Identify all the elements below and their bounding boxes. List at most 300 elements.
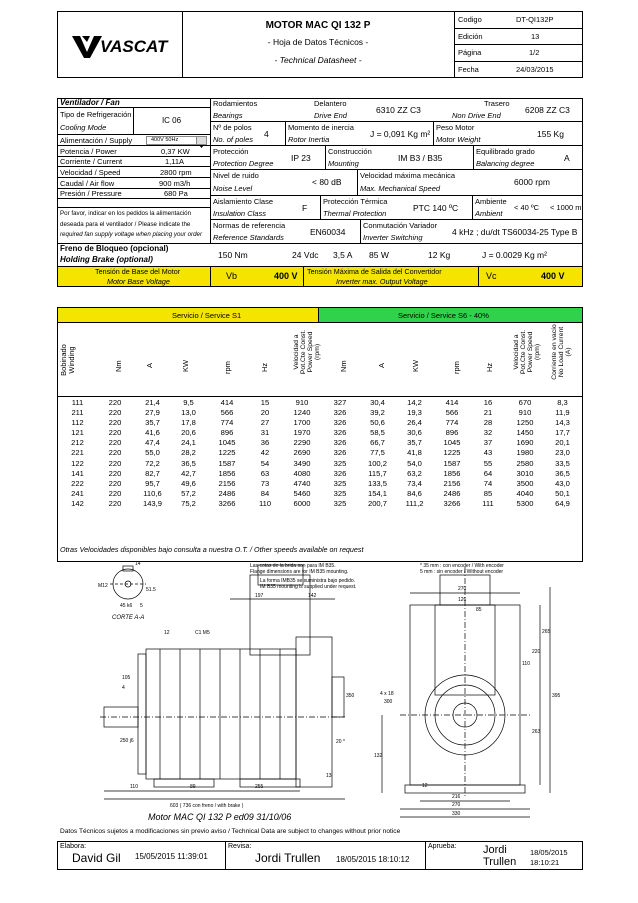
table-cell: 222 <box>71 478 84 488</box>
table-cell: 15 <box>260 398 270 407</box>
fan-note-1: Por favor, indicar en los pedidos la alimentación <box>60 210 192 217</box>
ambient-label-en: Ambient <box>475 209 503 218</box>
encoder-note-2: 5 mm : sin encoder / Without encoder <box>420 569 504 575</box>
base-voltage-label-en: Motor Base Voltage <box>107 277 170 286</box>
table-cell: 2486 <box>443 488 461 498</box>
table-cell: 82,7 <box>145 468 160 478</box>
table-cell: 33,5 <box>555 458 570 468</box>
table-cell: 30,6 <box>407 428 422 438</box>
table-cell: 110 <box>258 498 272 508</box>
performance-table <box>60 398 580 509</box>
disclaimer: Datos Técnicos sujetos a modificaciones sin previo aviso / Technical Data are subject to changes without prior notice <box>60 828 401 835</box>
table-cell: 2156 <box>443 478 461 488</box>
table-cell: 154,1 <box>367 488 387 498</box>
dim-330: 330 <box>452 811 461 817</box>
reviewed-name: Jordi Trullen <box>255 851 321 865</box>
table-cell: 326 <box>333 428 347 438</box>
table-cell: 8,3 <box>557 398 568 407</box>
col-s1-hz: Hz <box>260 362 269 372</box>
table-cell: 326 <box>333 438 347 448</box>
table-row <box>60 448 580 458</box>
table-cell: 20,1 <box>555 438 570 448</box>
noise-label: Nivel de ruido <box>213 171 259 180</box>
vascat-logo <box>70 30 180 60</box>
dim-263: 263 <box>532 729 541 735</box>
fan-speed-value: 2800 rpm <box>160 168 192 177</box>
rear-bearing-label: Trasero <box>484 99 510 108</box>
table-cell: 1450 <box>516 428 534 438</box>
dim-4: 4 <box>122 685 125 691</box>
table-cell: 115,7 <box>368 468 387 478</box>
table-cell: 47,4 <box>145 438 160 448</box>
table-cell: 896 <box>445 428 459 438</box>
protection-value: IP 23 <box>291 153 311 163</box>
table-cell: 910 <box>518 408 532 418</box>
table-cell: 774 <box>220 418 234 428</box>
table-cell: 2690 <box>293 448 311 458</box>
col-s1-a: A <box>145 362 154 368</box>
table-cell: 220 <box>108 458 122 468</box>
approved-date-1: 18/05/2015 <box>530 848 568 857</box>
dim-250j6: 250 j6 <box>120 738 134 744</box>
table-cell: 1970 <box>293 428 311 438</box>
brake-voltage: 24 Vdc <box>292 250 319 260</box>
table-cell: 1250 <box>516 418 534 428</box>
poles-label: Nº de polos <box>213 123 252 132</box>
table-cell: 325 <box>333 488 347 498</box>
dim-110: 110 <box>130 784 138 790</box>
table-cell: 27 <box>260 418 270 428</box>
table-cell: 220 <box>108 418 122 428</box>
table-cell: 211 <box>71 408 84 418</box>
dim-12: 12 <box>164 630 170 636</box>
standards-label: Normas de referencia <box>213 221 286 230</box>
table-cell: 112 <box>71 418 84 428</box>
reviewed-label: Revisa: <box>228 843 252 850</box>
fan-current-value: 1,11A <box>165 157 185 166</box>
table-cell: 11,9 <box>555 408 570 418</box>
table-cell: 54,0 <box>407 458 422 468</box>
protection-label: Protección <box>213 147 249 156</box>
dim-300: 300 <box>384 699 393 705</box>
table-cell: 220 <box>108 498 122 508</box>
table-cell: 23,0 <box>555 448 570 458</box>
table-cell: 110,6 <box>143 488 162 498</box>
table-cell: 41,8 <box>407 448 422 458</box>
b35-note-2: IM B35 mounting is supplied under request. <box>260 584 357 590</box>
table-row <box>60 489 580 499</box>
fan-supply-value: 400V 50Hz <box>151 137 179 143</box>
table-cell: 1225 <box>218 448 236 458</box>
table-cell: 31 <box>260 428 270 438</box>
table-cell: 14,2 <box>407 398 422 407</box>
table-cell: 72,2 <box>145 458 160 468</box>
table-cell: 21 <box>483 408 493 418</box>
motor-technical-drawing <box>100 557 600 827</box>
col-noload-current: Corriente en vacío No Load Current (A) <box>551 324 573 380</box>
table-cell: 566 <box>445 408 459 418</box>
table-cell: 1240 <box>293 408 311 418</box>
front-bearing-value: 6310 ZZ C3 <box>376 105 421 115</box>
approved-name-2: Trullen <box>483 856 517 868</box>
bearings-label-en: Bearings <box>213 111 243 120</box>
table-row <box>60 438 580 448</box>
meta-label-date: Fecha <box>458 65 479 74</box>
table-cell: 2156 <box>218 478 236 488</box>
table-cell: 327 <box>333 398 347 407</box>
table-row <box>60 408 580 418</box>
table-cell: 50,6 <box>370 418 385 428</box>
max-voltage-label: Tensión Máxima de Salida del Convertidor <box>307 267 442 276</box>
dim-12-end: 12 <box>422 783 428 789</box>
table-cell: 95,7 <box>145 478 160 488</box>
table-cell: 220 <box>108 438 122 448</box>
table-cell: 414 <box>220 398 234 407</box>
ambient-alt-value: < 1000 m <box>550 203 582 212</box>
fan-speed-label: Velocidad / Speed <box>60 168 121 177</box>
reviewed-date: 18/05/2015 18:10:12 <box>336 855 410 864</box>
col-s6-rpm: rpm <box>452 361 461 374</box>
table-cell: 1856 <box>218 468 236 478</box>
max-voltage-value: 400 V <box>541 271 565 281</box>
brake-label: Freno de Bloqueo (opcional) <box>60 244 169 253</box>
switching-label: Conmutación Variador <box>363 221 438 230</box>
table-cell: 1690 <box>516 438 534 448</box>
table-cell: 142 <box>71 498 84 508</box>
table-cell: 111 <box>482 498 494 508</box>
dim-270: 270 <box>452 802 461 808</box>
table-cell: 896 <box>220 428 234 438</box>
inertia-value: J = 0,091 Kg m² <box>370 129 431 139</box>
max-voltage-symbol: Vc <box>486 271 497 281</box>
dim-13: 13 <box>326 773 332 779</box>
dim-132: 132 <box>374 753 383 759</box>
inertia-label: Momento de inercia <box>288 123 354 132</box>
maxspeed-label: Velocidad máxima mecánica <box>360 171 456 180</box>
table-cell: 63,2 <box>407 468 422 478</box>
table-cell: 414 <box>445 398 459 407</box>
brake-weight: 12 Kg <box>428 250 451 260</box>
fan-supply-label: Alimentación / Supply <box>60 136 133 145</box>
dim-4x18: 4 x 18 <box>380 691 394 697</box>
table-cell: 75,2 <box>181 498 196 508</box>
weight-value: 155 Kg <box>537 129 564 139</box>
table-cell: 220 <box>108 468 122 478</box>
noise-value: < 80 dB <box>312 177 342 187</box>
col-s6-nm: Nm <box>339 360 348 372</box>
encoder-note-1: * 35 mm : con encoder / With encoder <box>420 563 504 569</box>
table-cell: 2486 <box>218 488 236 498</box>
service-s6-label: Servicio / Service S6 - 40% <box>398 311 489 320</box>
table-cell: 57,2 <box>181 488 196 498</box>
dim-m12: M12 <box>98 583 108 589</box>
table-cell: 14,3 <box>555 418 570 428</box>
dim-105: 105 <box>122 675 131 681</box>
table-cell: 66,7 <box>370 438 385 448</box>
table-row <box>60 428 580 438</box>
maxspeed-label-en: Max. Mechanical Speed <box>360 184 441 193</box>
table-cell: 64,9 <box>555 498 570 508</box>
table-cell: 28,2 <box>181 448 196 458</box>
maxspeed-value: 6000 rpm <box>514 177 550 187</box>
dim-126: 126 <box>458 597 467 603</box>
fan-current-label: Corriente / Current <box>60 157 123 166</box>
table-cell: 73,4 <box>407 478 422 488</box>
service-s1-label: Servicio / Service S1 <box>172 311 242 320</box>
col-s6-a: A <box>377 362 386 368</box>
approved-name-1: Jordi <box>483 844 507 856</box>
table-cell: 3500 <box>516 478 534 488</box>
dim-89: 89 <box>190 784 196 790</box>
table-cell: 100,2 <box>367 458 387 468</box>
table-cell: 20,6 <box>181 428 196 438</box>
dim-350: 350 <box>346 693 355 699</box>
fan-heading: Ventilador / Fan <box>60 98 120 107</box>
fan-note-2: deseada para el ventilador / Please indicate the <box>60 221 191 228</box>
meta-value-date: 24/03/2015 <box>516 65 554 74</box>
table-cell: 1587 <box>443 458 461 468</box>
prepared-label: Elabora: <box>60 843 87 850</box>
table-cell: 122 <box>71 458 84 468</box>
fan-airflow-value: 900 m3/h <box>159 179 191 188</box>
dim-197: 197 <box>255 593 264 599</box>
standards-label-en: Reference Standards <box>213 233 284 242</box>
table-cell: 111 <box>71 398 84 407</box>
table-cell: 3010 <box>516 468 534 478</box>
table-cell: 39,2 <box>370 408 385 418</box>
poles-label-en: No. of poles <box>213 135 254 144</box>
table-cell: 17,7 <box>555 428 570 438</box>
table-cell: 20 <box>260 408 270 418</box>
table-cell: 111,2 <box>405 498 424 508</box>
table-cell: 1980 <box>516 448 534 458</box>
table-cell: 55,0 <box>145 448 160 458</box>
meta-label-code: Codigo <box>458 15 482 24</box>
brake-current: 3,5 A <box>333 250 353 260</box>
balancing-label: Equilibrado grado <box>476 147 535 156</box>
mounting-value: IM B3 / B35 <box>398 153 443 163</box>
dim-603: 603 ( 736 con freno / with brake ) <box>170 803 244 809</box>
front-bearing-label-en: Drive End <box>314 111 347 120</box>
table-cell: 42 <box>260 448 270 458</box>
table-cell: 326 <box>333 448 347 458</box>
table-cell: 133,5 <box>367 478 387 488</box>
inertia-label-en: Rotor Inertia <box>288 135 330 144</box>
dim-20: 20 * <box>336 739 345 745</box>
table-cell: 13,0 <box>181 408 196 418</box>
poles-value: 4 <box>264 129 269 139</box>
bearings-label: Rodamientos <box>213 99 258 108</box>
col-s6-hz: Hz <box>485 362 494 372</box>
table-cell: 141 <box>71 468 84 478</box>
table-row <box>60 459 580 469</box>
table-cell: 27,9 <box>145 408 160 418</box>
table-cell: 84,6 <box>407 488 422 498</box>
table-cell: 16 <box>483 398 493 407</box>
fan-note-3: required fan supply voltage when placing your order <box>60 231 203 238</box>
ambient-temp-value: < 40 ºC <box>514 203 540 212</box>
table-cell: 30,4 <box>370 398 385 407</box>
table-cell: 3266 <box>443 498 461 508</box>
table-cell: 220 <box>108 428 122 438</box>
table-cell: 64 <box>483 468 493 478</box>
table-cell: 200,7 <box>367 498 387 508</box>
table-cell: 77,5 <box>370 448 385 458</box>
meta-value-page: 1/2 <box>529 48 540 57</box>
noise-label-en: Noise Level <box>213 184 253 193</box>
table-cell: 4080 <box>293 468 311 478</box>
fan-pressure-label: Presión / Pressure <box>60 189 122 198</box>
mounting-label: Construcción <box>328 147 372 156</box>
fan-cooling-label-en: Cooling Mode <box>60 123 107 132</box>
dim-45k6: 45 k6 <box>120 603 133 609</box>
table-cell: 41,6 <box>145 428 160 438</box>
table-cell: 1700 <box>293 418 311 428</box>
drawing-caption: Motor MAC QI 132 P ed09 31/10/06 <box>148 812 292 822</box>
table-cell: 50,1 <box>555 488 570 498</box>
table-row <box>60 398 580 408</box>
base-voltage-label: Tensión de Base del Motor <box>95 267 181 276</box>
table-cell: 220 <box>108 398 122 407</box>
weight-label-en: Motor Weight <box>436 135 481 144</box>
table-cell: 85 <box>483 488 493 498</box>
section-label: CORTE A-A <box>112 615 145 621</box>
balancing-value: A <box>564 153 570 163</box>
base-voltage-symbol: Vb <box>226 271 238 281</box>
approved-label: Aprueba: <box>428 843 457 850</box>
table-cell: 35,7 <box>145 418 160 428</box>
table-cell: 2290 <box>293 438 311 448</box>
dim-270-top: 270 <box>458 586 467 592</box>
col-s6-kw: KW <box>411 359 420 372</box>
subtitle-es: - Hoja de Datos Técnicos - <box>267 37 369 47</box>
table-cell: 63 <box>260 468 270 478</box>
table-cell: 43 <box>483 448 493 458</box>
table-cell: 6000 <box>293 498 311 508</box>
brake-label-en: Holding Brake (optional) <box>60 255 153 264</box>
table-cell: 19,3 <box>407 408 422 418</box>
table-cell: 774 <box>445 418 459 428</box>
meta-label-page: Página <box>458 48 482 57</box>
front-bearing-label: Delantero <box>314 99 347 108</box>
protection-label-en: Protection Degree <box>213 159 274 168</box>
dim-216: 216 <box>452 794 461 800</box>
brake-power: 85 W <box>369 250 389 260</box>
logo-wordmark: VASCAT <box>100 37 168 56</box>
table-cell: 143,9 <box>142 498 162 508</box>
insulation-label: Aislamiento Clase <box>213 197 274 206</box>
table-cell: 36,5 <box>181 458 196 468</box>
table-cell: 326 <box>333 418 347 428</box>
dim-142: 142 <box>308 593 317 599</box>
table-cell: 17,8 <box>181 418 196 428</box>
insulation-label-en: Insulation Class <box>213 209 266 218</box>
table-cell: 54 <box>260 458 270 468</box>
col-s1-nm: Nm <box>114 360 123 372</box>
table-cell: 325 <box>333 458 347 468</box>
table-cell: 221 <box>71 448 84 458</box>
table-cell: 220 <box>108 488 122 498</box>
table-cell: 1045 <box>218 438 236 448</box>
ambient-label: Ambiente <box>475 197 507 206</box>
dim-5: 5 <box>140 603 143 609</box>
thermal-label-en: Thermal Protection <box>323 209 387 218</box>
flange-note-1: Las cotas de la brida son para IM B35. <box>250 563 336 569</box>
table-row <box>60 499 580 509</box>
prepared-date: 15/05/2015 11:39:01 <box>135 852 208 861</box>
fan-cooling-label: Tipo de Refrigeración <box>60 110 132 119</box>
thermal-value: PTC 140 ºC <box>413 203 459 213</box>
table-cell: 42,7 <box>181 468 196 478</box>
dim-255: 255 <box>255 784 264 790</box>
table-row <box>60 418 580 428</box>
page-title: MOTOR MAC QI 132 P <box>265 20 371 31</box>
col-s6-constspeed: Velocidad a Pot.Cte Const. Power Speed (rpm) <box>513 329 542 375</box>
table-cell: 28 <box>483 418 493 428</box>
table-cell: 241 <box>71 488 84 498</box>
table-cell: 43,0 <box>555 478 570 488</box>
table-cell: 36,5 <box>555 468 570 478</box>
table-cell: 24,1 <box>181 438 196 448</box>
table-cell: 220 <box>108 478 122 488</box>
table-cell: 670 <box>518 398 532 407</box>
brake-inertia: J = 0.0029 Kg m² <box>482 250 547 260</box>
rear-bearing-value: 6208 ZZ C3 <box>525 105 570 115</box>
col-s1-constspeed: Velocidad a Pot.Cte Const. Power Speed (rpm) <box>293 329 322 375</box>
fan-pressure-value: 680 Pa <box>164 189 188 198</box>
table-cell: 9,5 <box>183 398 194 407</box>
table-cell: 326 <box>333 468 347 478</box>
table-cell: 84 <box>260 488 270 498</box>
table-cell: 1045 <box>443 438 461 448</box>
table-cell: 36 <box>260 438 270 448</box>
table-cell: 5460 <box>293 488 311 498</box>
b35-note-1: La forma IMB35 se suministra bajo pedido. <box>260 578 356 584</box>
table-cell: 2580 <box>516 458 534 468</box>
table-row <box>60 469 580 479</box>
table-cell: 55 <box>483 458 493 468</box>
thermal-label: Protección Térmica <box>323 197 388 206</box>
meta-value-code: DT-QI132P <box>516 15 554 24</box>
rear-bearing-label-en: Non Drive End <box>452 111 501 120</box>
table-cell: 58,5 <box>370 428 385 438</box>
table-cell: 1587 <box>218 458 236 468</box>
fan-power-value: 0,37 KW <box>161 147 190 156</box>
table-cell: 212 <box>71 438 84 448</box>
table-cell: 26,4 <box>407 418 422 428</box>
table-cell: 4040 <box>516 488 534 498</box>
max-voltage-label-en: Inverter max. Output Voltage <box>336 277 428 286</box>
table-cell: 5300 <box>516 498 534 508</box>
insulation-value: F <box>302 203 308 213</box>
table-cell: 4740 <box>293 478 311 488</box>
brake-torque: 150 Nm <box>218 250 248 260</box>
table-cell: 73 <box>260 478 270 488</box>
table-cell: 35,7 <box>407 438 422 448</box>
dropdown-arrow-icon[interactable] <box>196 137 206 144</box>
table-cell: 121 <box>71 428 84 438</box>
flange-note-2: Flange dimensions are for IM B35 mounting. <box>250 569 349 575</box>
base-voltage-value: 400 V <box>274 271 298 281</box>
table-cell: 3266 <box>218 498 236 508</box>
table-cell: 21,4 <box>145 398 160 407</box>
fan-supply-select[interactable] <box>146 136 207 145</box>
dim-14: 14 <box>135 561 141 567</box>
table-row <box>60 479 580 489</box>
table-cell: 325 <box>333 478 347 488</box>
switching-label-en: Inverter Switching <box>363 233 423 242</box>
weight-label: Peso Motor <box>436 123 475 132</box>
